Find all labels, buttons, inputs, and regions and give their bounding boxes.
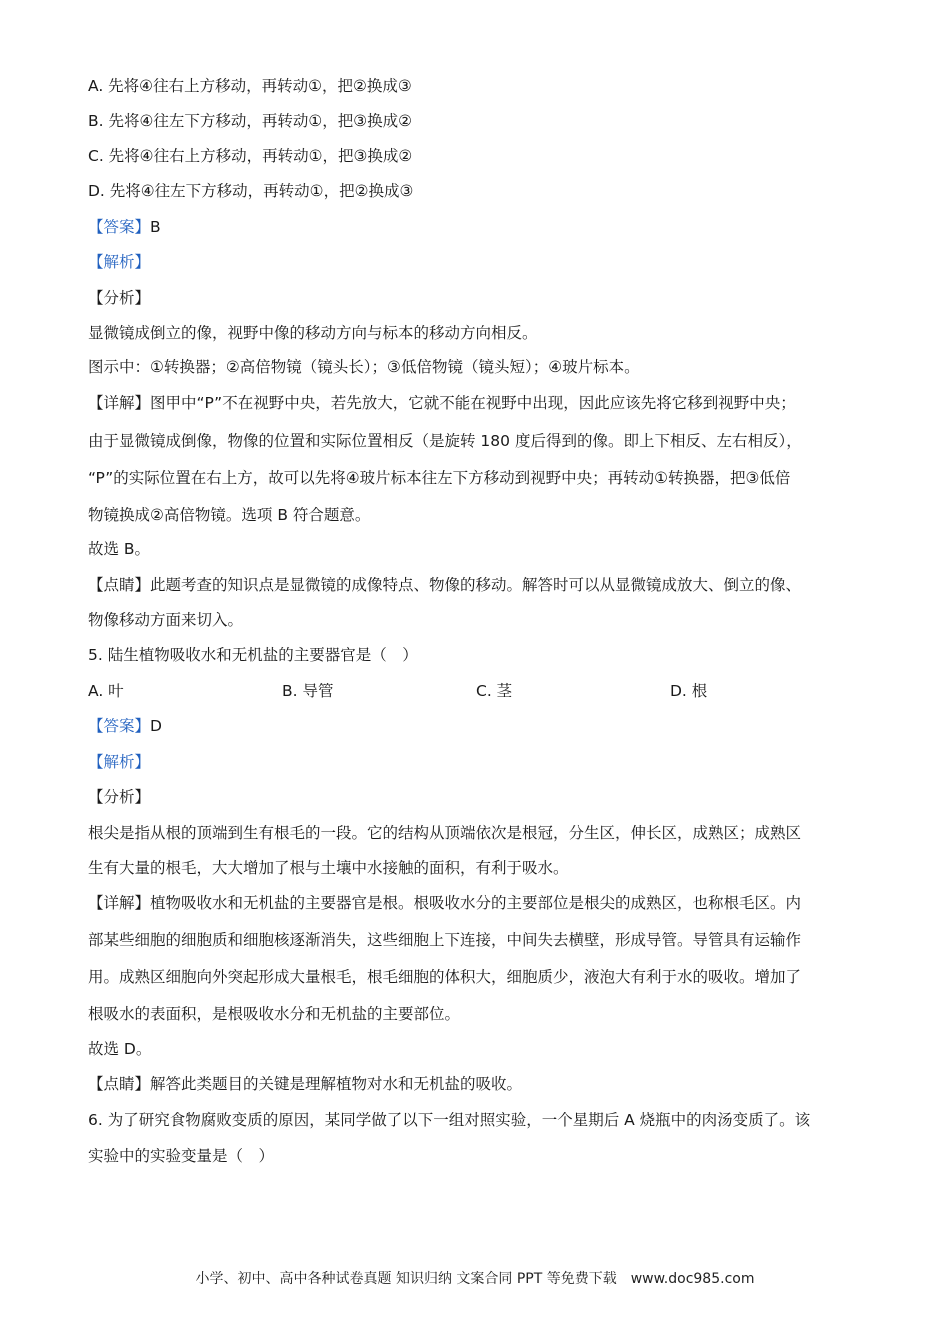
- q5-conclusion: 故选 D。: [88, 1040, 152, 1058]
- q5-option-a: A. 叶: [88, 682, 124, 700]
- q5-detail-line: 根吸水的表面积，是根吸收水分和无机盐的主要部位。: [88, 1005, 461, 1023]
- q5-stem: 5. 陆生植物吸收水和无机盐的主要器官是（ ）: [88, 646, 418, 664]
- q5-analysis-line: 根尖是指从根的顶端到生有根毛的一段。它的结构从顶端依次是根冠，分生区，伸长区，成熟区；成熟区: [88, 824, 802, 842]
- q5-detail-line: 用。成熟区细胞向外突起形成大量根毛，根毛细胞的体积大，细胞质少，液泡大有利于水的吸收。增加了: [88, 968, 802, 986]
- q5-detail-line: 【详解】植物吸收水和无机盐的主要器官是根。根吸收水分的主要部位是根尖的成熟区，也称根毛区。内: [88, 894, 802, 912]
- q4-detail-line: 【详解】图甲中“P”不在视野中央，若先放大，它就不能在视野中出现，因此应该先将它移到视野中央；: [88, 394, 796, 412]
- q4-jiexi-tag: 【解析】: [88, 253, 151, 271]
- q4-detail-line: 由于显微镜成倒像，物像的位置和实际位置相反（是旋转 180 度后得到的像。即上下相反、左右相反），: [88, 432, 802, 450]
- q4-fenxi-tag: 【分析】: [88, 289, 151, 307]
- q6-stem-line: 实验中的实验变量是（ ）: [88, 1147, 275, 1165]
- q5-analysis-line: 生有大量的根毛，大大增加了根与土壤中水接触的面积，有利于吸水。: [88, 859, 569, 877]
- q5-fenxi-tag: 【分析】: [88, 788, 151, 806]
- q5-option-d: D. 根: [670, 682, 708, 700]
- q4-detail-line: 物镜换成②高倍物镜。选项 B 符合题意。: [88, 506, 371, 524]
- q4-detail-line: “P”的实际位置在右上方，故可以先将④玻片标本往左下方移动到视野中央；再转动①转换器，把③低倍: [88, 469, 791, 487]
- q4-option-a: A. 先将④往右上方移动，再转动①，把②换成③: [88, 77, 412, 95]
- q5-option-b: B. 导管: [282, 682, 334, 700]
- q5-comment: 【点睛】解答此类题目的关键是理解植物对水和无机盐的吸收。: [88, 1075, 523, 1093]
- answer-tag: 【答案】: [88, 717, 151, 735]
- q5-jiexi-tag: 【解析】: [88, 753, 151, 771]
- page-footer: 小学、初中、高中各种试卷真题 知识归纳 文案合同 PPT 等免费下载 www.doc985.com: [195, 1271, 755, 1287]
- q5-detail-line: 部某些细胞的细胞质和细胞核逐渐消失，这些细胞上下连接，中间失去横壁，形成导管。导管具有运输作: [88, 931, 802, 949]
- q4-comment-line: 【点睛】此题考查的知识点是显微镜的成像特点、物像的移动。解答时可以从显微镜成放大、倒立的像、: [88, 576, 802, 594]
- q4-analysis-line: 图示中：①转换器；②高倍物镜（镜头长）；③低倍物镜（镜头短）；④玻片标本。: [88, 358, 640, 376]
- answer-value: D: [150, 717, 162, 735]
- q4-conclusion: 故选 B。: [88, 540, 151, 558]
- q4-answer-line: [88, 216, 868, 238]
- answer-tag: 【答案】: [88, 218, 151, 236]
- q5-answer-line: [88, 715, 868, 737]
- answer-value: B: [150, 218, 161, 236]
- q4-analysis-line: 显微镜成倒立的像，视野中像的移动方向与标本的移动方向相反。: [88, 324, 538, 342]
- q4-option-d: D. 先将④往左下方移动，再转动①，把②换成③: [88, 182, 414, 200]
- q5-options: [88, 680, 868, 702]
- q5-option-c: C. 茎: [476, 682, 513, 700]
- q4-comment-line: 物像移动方面来切入。: [88, 611, 244, 629]
- q6-stem-line: 6. 为了研究食物腐败变质的原因，某同学做了以下一组对照实验，一个星期后 A 烧瓶中的肉汤变质了。该: [88, 1111, 811, 1129]
- q4-option-c: C. 先将④往右上方移动，再转动①，把③换成②: [88, 147, 413, 165]
- q4-option-b: B. 先将④往左下方移动，再转动①，把③换成②: [88, 112, 413, 130]
